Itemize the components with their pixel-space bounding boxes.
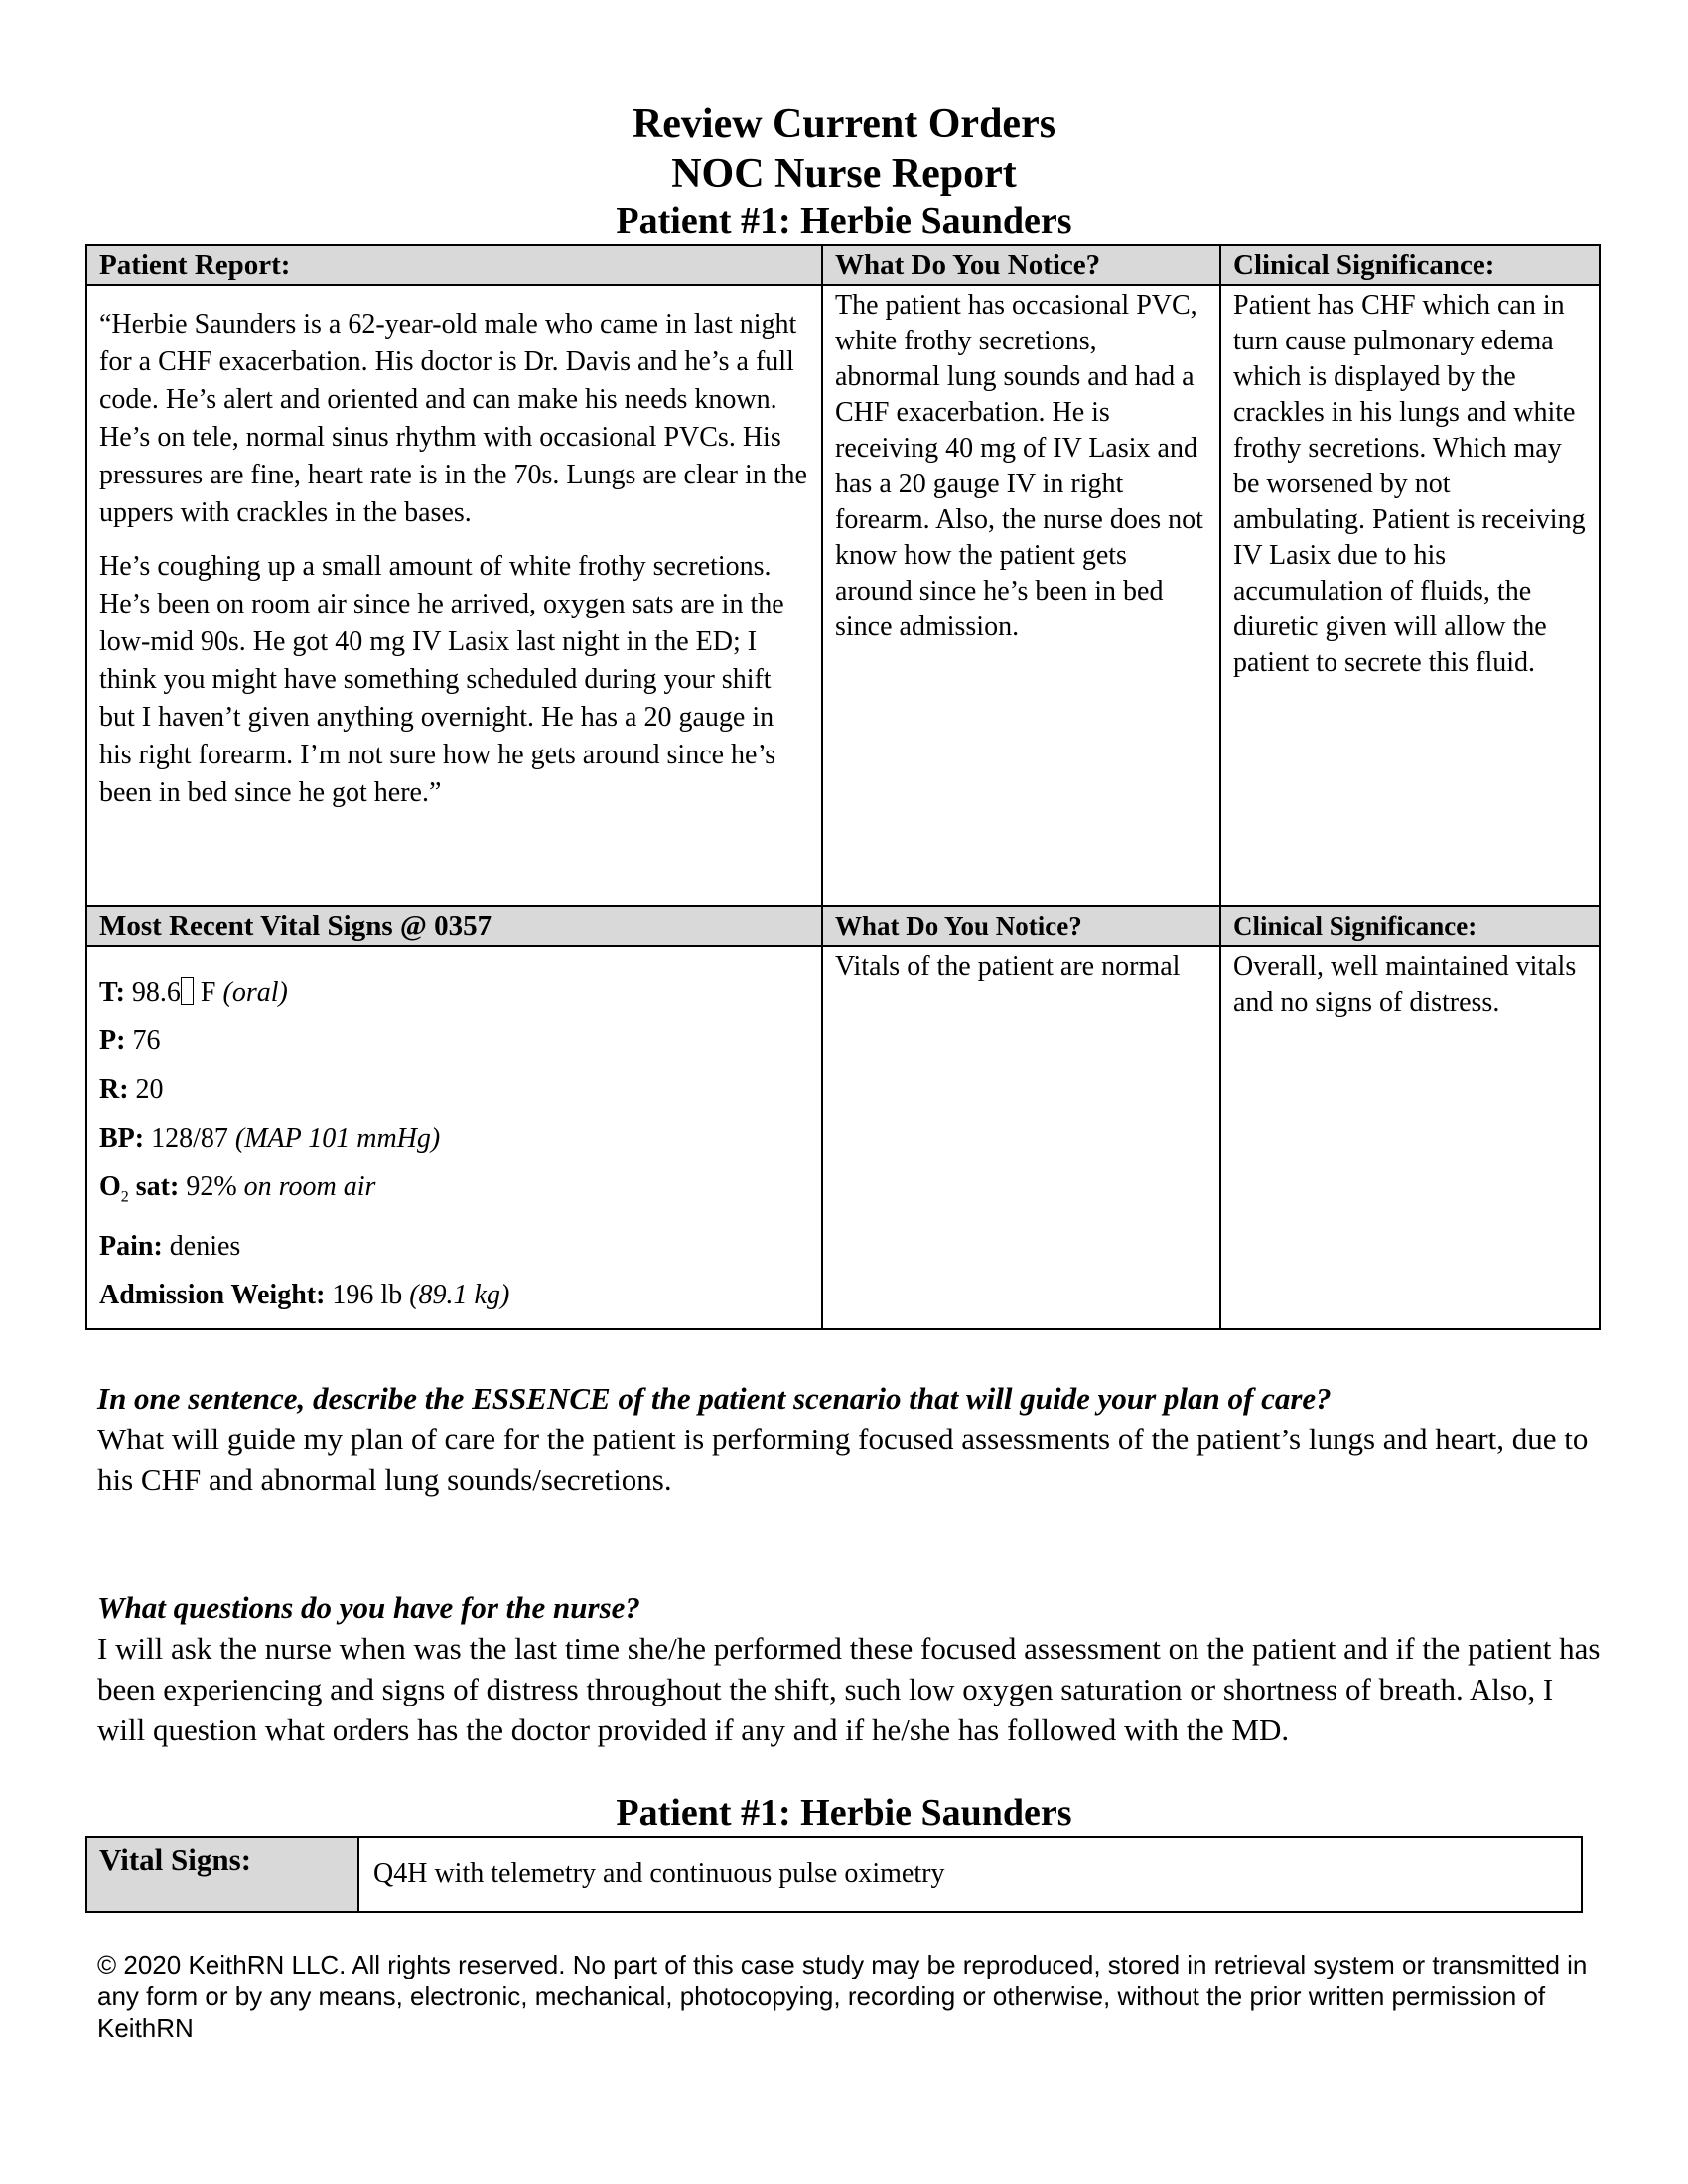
essence-answer: What will guide my plan of care for the patient is performing focused assessments of the patient’s lungs and heart, due to his CHF and abnormal lung sounds/secretions. — [97, 1421, 1589, 1497]
orders-label: Vital Signs: — [86, 1837, 358, 1912]
patient-report-p1: “Herbie Saunders is a 62-year-old male who came in last night for a CHF exacerbation. His doctor is Dr. Davis and he’s a full code. He’s alert and oriented and can make his needs known. He’s on tele, normal sinus rhythm with occasional PVCs. His pressures are fine, heart rate is in the 70s. Lungs are clear in the uppers with crackles in the bases. — [99, 309, 807, 528]
significance-text: Patient has CHF which can in turn cause pulmonary edema which is displayed by the crackles in his lungs and white frothy secretions. Which may be worsened by not ambulating. Patient is receiving IV Lasix due to his accumulation of fluids, the diuretic given will allow the patient to secrete this fluid. — [1220, 285, 1600, 906]
vital-weight: Admission Weight: 196 lb (89.1 kg) — [99, 1279, 510, 1310]
vital-bp: BP: 128/87 (MAP 101 mmHg) — [99, 1123, 441, 1154]
title-patient: Patient #1: Herbie Saunders — [616, 201, 1072, 242]
vitals-significance-text: Overall, well maintained vitals and no signs of distress. — [1220, 946, 1600, 1329]
report-table — [85, 244, 1601, 1330]
header-vitals-significance: Clinical Significance: — [1220, 906, 1600, 946]
notice-text: The patient has occasional PVC, white frothy secretions, abnormal lung sounds and had a CHF exacerbation. He is receiving 40 mg of IV Lasix and has a 20 gauge IV in right forearm. Also, the nurse does not know how the patient gets around since he’s been in bed since admission. — [822, 285, 1220, 906]
essence-section — [97, 1378, 1607, 1500]
copyright-footer: © 2020 KeithRN LLC. All rights reserved. No part of this case study may be reproduced, stored in retrieval system or transmitted in any form or by any means, electronic, mechanical, photocopying, recording or otherwise, without the prior written permission of KeithRN — [97, 1949, 1588, 2043]
title-noc-report: NOC Nurse Report — [671, 151, 1017, 197]
title-review-orders: Review Current Orders — [632, 101, 1056, 147]
orders-title: Patient #1: Herbie Saunders — [616, 1791, 1072, 1834]
questions-section — [97, 1587, 1607, 1750]
vitals-notice-text: Vitals of the patient are normal — [822, 946, 1220, 1329]
questions-answer: I will ask the nurse when was the last time she/he performed these focused assessment on the patient and if the patient has been experiencing and signs of distress throughout the shift, such low oxygen saturation or shortness of breath. Also, I will question what orders has the doctor provided if any and if he/she has followed with the MD. — [97, 1630, 1601, 1747]
orders-table — [85, 1836, 1583, 1913]
header-vitals: Most Recent Vital Signs @ 0357 — [86, 906, 822, 946]
essence-question: In one sentence, describe the ESSENCE of the patient scenario that will guide your plan of care? — [97, 1380, 1332, 1416]
vital-pulse: P: 76 — [99, 1025, 161, 1056]
missing-glyph-icon — [181, 977, 194, 1005]
header-vitals-notice: What Do You Notice? — [822, 906, 1220, 946]
header-notice: What Do You Notice? — [822, 245, 1220, 285]
vital-pain: Pain: denies — [99, 1230, 241, 1262]
header-patient-report: Patient Report: — [86, 245, 822, 285]
vitals-list — [86, 946, 822, 1329]
vital-temp: T: 98.6 F (oral) — [99, 977, 288, 1008]
patient-report-p2: He’s coughing up a small amount of white frothy secretions. He’s been on room air since he arrived, oxygen sats are in the low-mid 90s. He got 40 mg IV Lasix last night in the ED; I think you might have something scheduled during your shift but I haven’t given anything overnight. He has a 20 gauge in his right forearm. I’m not sure how he gets around since he’s been in bed since he got here.” — [99, 551, 784, 808]
vital-o2: $O_2$ sat: 92% on room air — [99, 1171, 376, 1206]
vital-resp: R: 20 — [99, 1074, 164, 1105]
questions-question: What questions do you have for the nurse? — [97, 1589, 640, 1625]
orders-value: Q4H with telemetry and continuous pulse oximetry — [358, 1837, 1582, 1912]
header-significance: Clinical Significance: — [1220, 245, 1600, 285]
